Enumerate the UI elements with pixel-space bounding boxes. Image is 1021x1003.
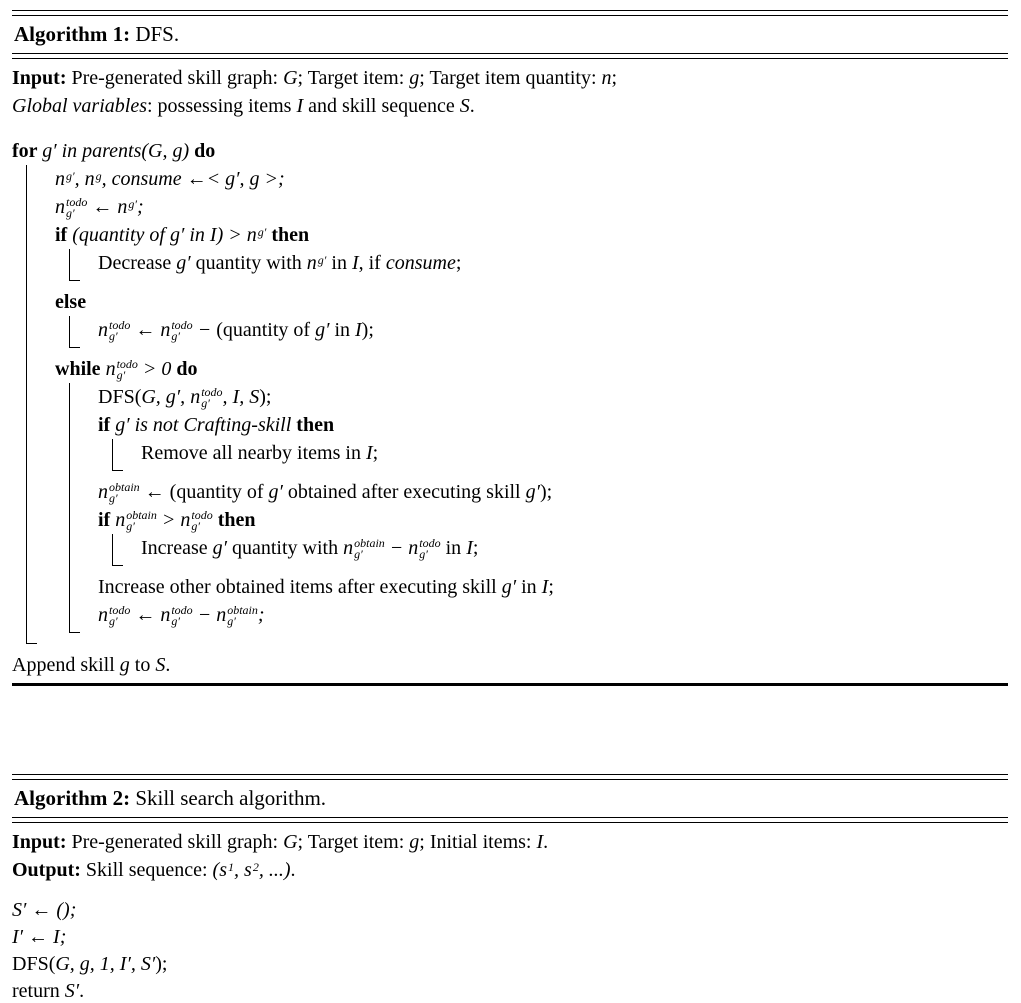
math-superscript: todo: [171, 318, 193, 332]
math-subscript: 1: [228, 860, 235, 874]
algo-statement: [12, 924, 1008, 951]
text-segment: ;: [136, 196, 144, 218]
algo-statement: [141, 534, 1008, 562]
text-segment: in: [440, 537, 467, 559]
block-body: [112, 534, 1008, 566]
math-subscript: g′: [109, 614, 118, 628]
block-body: [112, 439, 1008, 471]
text-segment: ←: [130, 319, 161, 341]
text-segment: DFS(: [12, 953, 56, 975]
text-segment: , I, S: [222, 386, 260, 408]
math-scripted-variable: [98, 478, 140, 506]
text-segment: > 0: [137, 358, 177, 380]
math-scripted-variable: [244, 856, 259, 884]
text-segment: .: [469, 95, 475, 117]
block-keyword-line: [98, 411, 1008, 439]
math-subscript: g′: [227, 614, 236, 628]
math-scripted-variable: [98, 601, 130, 629]
math-superscript: todo: [109, 318, 131, 332]
text-segment: ;: [548, 576, 554, 598]
text-segment: if: [55, 224, 73, 246]
text-segment: .: [543, 831, 549, 853]
math-base: n: [98, 319, 108, 341]
math-scripted-variable: [247, 221, 267, 249]
math-base: n: [343, 537, 354, 559]
text-segment: Pre-generated skill graph:: [66, 67, 284, 89]
text-segment: is not Crafting-skill: [129, 414, 292, 436]
math-scripted-variable: [216, 601, 258, 629]
math-script-stack: [66, 197, 87, 219]
text-segment: Global variables: [12, 95, 147, 117]
math-scripted-variable: [160, 601, 192, 629]
math-superscript: obtain: [109, 480, 140, 494]
text-segment: ; Target item quantity:: [419, 67, 602, 89]
math-base: s: [219, 859, 228, 881]
math-superscript: todo: [201, 385, 223, 399]
text-segment: ;: [611, 67, 618, 89]
text-segment: in: [329, 319, 355, 341]
algorithm-1-title-rule: [12, 53, 1008, 59]
text-segment: ;: [257, 604, 265, 626]
algorithm-1-title-label: Algorithm 1:: [14, 22, 131, 46]
text-segment: ;: [372, 442, 379, 464]
math-script-stack: [117, 359, 138, 381]
algo-statement: [98, 249, 1008, 277]
math-base: n: [190, 386, 201, 408]
math-superscript: todo: [419, 536, 441, 550]
algo-statement: [141, 439, 1008, 467]
math-superscript: todo: [109, 603, 131, 617]
text-segment: I: [466, 537, 473, 559]
text-segment: I: [365, 442, 373, 464]
text-segment: (quantity of: [216, 319, 316, 341]
text-segment: then: [212, 509, 256, 531]
math-base: n: [180, 509, 191, 531]
math-script-stack: [171, 320, 192, 342]
text-segment: );: [540, 481, 553, 503]
math-base: n: [55, 196, 65, 218]
math-scripted-variable: [160, 316, 192, 344]
block-keyword-line: [55, 288, 1008, 316]
text-segment: if: [98, 414, 116, 436]
text-segment: .: [290, 859, 296, 881]
text-segment: S: [155, 654, 166, 676]
text-segment: >: [156, 509, 181, 531]
text-segment: in: [516, 576, 542, 598]
text-segment: ; Target item:: [297, 67, 410, 89]
text-segment: (quantity of: [169, 481, 269, 503]
text-segment: g: [409, 67, 420, 89]
text-segment: while: [55, 358, 106, 380]
algorithm-2-title-text: Skill search algorithm.: [130, 786, 327, 810]
math-base: n: [408, 537, 419, 559]
math-subscript: g′: [66, 169, 75, 183]
text-segment: , if: [358, 252, 386, 274]
text-segment: I: [536, 831, 544, 853]
math-base: n: [216, 604, 227, 626]
header-line: [12, 64, 1008, 92]
math-subscript: g′: [201, 396, 210, 410]
text-segment: I: [296, 95, 304, 117]
header-line: [12, 856, 1008, 884]
text-segment: );: [155, 953, 168, 975]
text-segment: Append skill: [12, 654, 120, 676]
text-segment: (quantity of g′ in I): [72, 224, 224, 246]
text-segment: Input:: [12, 67, 67, 89]
math-scripted-variable: [106, 355, 138, 383]
math-scripted-variable: [117, 193, 137, 221]
text-segment: Output:: [12, 859, 81, 881]
algo-statement: [98, 478, 1008, 506]
math-base: n: [115, 509, 126, 531]
text-segment: to: [129, 654, 156, 676]
block-body: [69, 316, 1008, 348]
text-segment: );: [361, 319, 374, 341]
text-segment: I: [355, 319, 362, 341]
text-segment: );: [259, 386, 272, 408]
text-segment: Increase: [141, 537, 213, 559]
algo-statement: [12, 951, 1008, 978]
text-segment: >: [223, 224, 247, 246]
math-subscript: 2: [252, 860, 259, 874]
text-segment: g′: [176, 252, 191, 274]
text-segment: : possessing items: [147, 95, 297, 117]
text-segment: Pre-generated skill graph:: [66, 831, 284, 853]
math-subscript: g′: [419, 547, 428, 561]
math-subscript: g′: [66, 206, 75, 220]
math-script-stack: [354, 538, 385, 560]
text-segment: S: [459, 95, 470, 117]
text-segment: ;: [472, 537, 479, 559]
math-scripted-variable: [98, 316, 130, 344]
math-base: n: [55, 168, 65, 190]
algo-statement: [98, 601, 1008, 629]
text-segment: g′ in parents(G, g): [42, 140, 190, 162]
math-script-stack: [126, 510, 157, 532]
text-segment: −: [384, 537, 409, 559]
math-base: n: [84, 168, 95, 190]
algorithm-1-block: [12, 10, 1008, 686]
math-subscript: g′: [317, 253, 327, 267]
math-base: n: [160, 604, 171, 626]
text-segment: G: [283, 67, 298, 89]
math-superscript: obtain: [354, 536, 385, 550]
text-segment: if: [98, 509, 116, 531]
math-base: n: [98, 481, 108, 503]
math-script-stack: [109, 605, 130, 627]
math-script-stack: [109, 320, 130, 342]
text-segment: g′: [501, 576, 517, 598]
algorithm-2-title: [12, 780, 1008, 817]
math-script-stack: [419, 538, 440, 560]
block-body: [69, 249, 1008, 281]
math-superscript: obtain: [126, 508, 157, 522]
math-base: n: [98, 604, 108, 626]
math-superscript: todo: [171, 603, 193, 617]
block-keyword-line: [55, 221, 1008, 249]
math-scripted-variable: [180, 506, 212, 534]
text-segment: consume: [385, 252, 456, 274]
algo-statement: [55, 165, 1008, 193]
math-script-stack: [171, 605, 192, 627]
algorithm-2-block: [12, 774, 1008, 1003]
text-segment: (: [212, 859, 220, 881]
text-segment: ←: [139, 481, 170, 503]
math-subscript: g′: [109, 329, 118, 343]
math-superscript: todo: [191, 508, 213, 522]
math-subscript: g′: [354, 547, 363, 561]
text-segment: for: [12, 140, 43, 162]
math-subscript: g′: [109, 491, 118, 505]
math-subscript: g′: [257, 225, 267, 239]
text-segment: quantity with: [227, 537, 344, 559]
algorithm-2-title-rule: [12, 817, 1008, 823]
math-superscript: obtain: [227, 603, 258, 617]
text-segment: Input:: [12, 831, 67, 853]
text-segment: .: [79, 980, 85, 1002]
math-subscript: g′: [191, 519, 201, 533]
math-scripted-variable: [85, 165, 102, 193]
math-superscript: todo: [116, 357, 138, 371]
text-segment: , ...): [258, 859, 291, 881]
text-segment: G, g, 1, I′, S′: [55, 953, 156, 975]
text-segment: then: [291, 414, 335, 436]
math-base: n: [105, 358, 116, 380]
header-line: [12, 92, 1008, 120]
text-segment: ,: [74, 168, 85, 190]
text-segment: quantity with: [190, 252, 307, 274]
algo-statement: [12, 651, 1008, 679]
text-segment: and skill sequence: [303, 95, 460, 117]
block-keyword-line: [12, 137, 1008, 165]
math-subscript: g′: [171, 614, 180, 628]
math-subscript: g′: [128, 197, 137, 211]
math-base: n: [246, 224, 257, 246]
text-segment: obtained after executing skill: [282, 481, 526, 503]
math-script-stack: [109, 482, 140, 504]
text-segment: g′: [268, 481, 283, 503]
algo-statement: [98, 316, 1008, 344]
math-subscript: g: [95, 169, 102, 183]
text-segment: Increase other obtained items after executing skill: [98, 576, 502, 598]
math-scripted-variable: [307, 249, 327, 277]
text-segment: g′: [315, 319, 330, 341]
block-body: [69, 383, 1008, 633]
algo-statement: [12, 978, 1008, 1003]
text-segment: do: [176, 358, 198, 380]
text-segment: −: [192, 604, 217, 626]
algorithm-1-header: [12, 64, 1008, 120]
text-segment: S′: [64, 980, 80, 1002]
algorithm-2-title-label: Algorithm 2:: [14, 786, 131, 810]
math-base: s: [244, 859, 252, 881]
algorithm-1-title-text: DFS.: [130, 22, 180, 46]
math-scripted-variable: [55, 165, 75, 193]
text-segment: S′ ← ();: [12, 899, 77, 921]
algo-statement: [98, 383, 1008, 411]
math-base: n: [160, 319, 171, 341]
text-segment: do: [189, 140, 216, 162]
vertical-gap: [12, 686, 1008, 774]
math-base: n: [306, 252, 317, 274]
block-keyword-line: [55, 355, 1008, 383]
text-segment: in: [326, 252, 352, 274]
text-segment: g: [119, 654, 130, 676]
text-segment: .: [165, 654, 171, 676]
math-scripted-variable: [219, 856, 234, 884]
text-segment: I: [351, 252, 359, 274]
text-segment: ←: [87, 196, 118, 218]
math-script-stack: [191, 510, 212, 532]
text-segment: g′: [115, 414, 130, 436]
text-segment: g′: [525, 481, 540, 503]
text-segment: ,: [234, 859, 245, 881]
math-subscript: g′: [116, 368, 126, 382]
text-segment: G, g′,: [141, 386, 191, 408]
text-segment: Skill sequence:: [80, 859, 213, 881]
text-segment: return: [12, 980, 65, 1002]
math-subscript: g′: [171, 329, 180, 343]
algo-statement: [12, 897, 1008, 924]
algorithm-1-body: [12, 137, 1008, 679]
math-scripted-variable: [190, 383, 222, 411]
text-segment: DFS(: [98, 386, 142, 408]
text-segment: then: [266, 224, 310, 246]
text-segment: ; Target item:: [297, 831, 410, 853]
math-superscript: todo: [66, 195, 88, 209]
text-segment: , consume ←< g′, g >;: [101, 168, 285, 190]
text-segment: else: [55, 291, 87, 313]
algorithm-2-header: [12, 828, 1008, 884]
math-scripted-variable: [343, 534, 385, 562]
math-script-stack: [227, 605, 258, 627]
algorithm-2-body: [12, 897, 1008, 1003]
text-segment: ;: [455, 252, 462, 274]
text-segment: g: [409, 831, 420, 853]
algorithm-1-title: [12, 16, 1008, 53]
algo-statement: [55, 193, 1008, 221]
algo-statement: [98, 573, 1008, 601]
math-scripted-variable: [115, 506, 157, 534]
block-keyword-line: [98, 506, 1008, 534]
text-segment: I′ ← I;: [12, 926, 67, 948]
math-scripted-variable: [55, 193, 87, 221]
math-scripted-variable: [408, 534, 440, 562]
text-segment: Decrease: [98, 252, 177, 274]
header-line: [12, 828, 1008, 856]
text-segment: g′: [212, 537, 227, 559]
math-script-stack: [201, 387, 222, 409]
text-segment: Remove all nearby items in: [141, 442, 366, 464]
text-segment: ←: [130, 604, 161, 626]
text-segment: ; Initial items:: [419, 831, 537, 853]
math-base: n: [117, 196, 128, 218]
block-body: [26, 165, 1008, 644]
math-subscript: g′: [126, 519, 135, 533]
text-segment: n: [601, 67, 612, 89]
text-segment: I: [541, 576, 549, 598]
text-segment: G: [283, 831, 298, 853]
text-segment: −: [192, 319, 217, 341]
